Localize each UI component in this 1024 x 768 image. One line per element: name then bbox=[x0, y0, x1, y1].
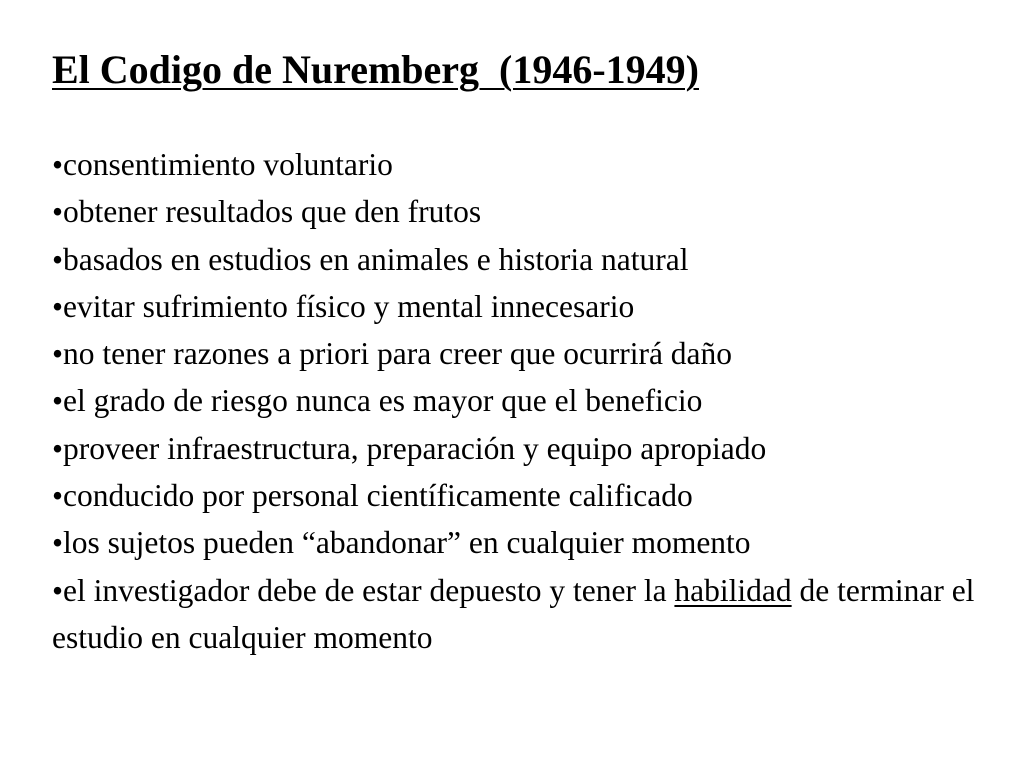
bullet-marker: • bbox=[52, 430, 64, 466]
bullet-text: el grado de riesgo nunca es mayor que el beneficio bbox=[63, 383, 703, 419]
bullet-text: conducido por personal científicamente calificado bbox=[63, 478, 693, 514]
bullet-marker: • bbox=[52, 572, 64, 608]
bullet-item bbox=[52, 377, 1012, 424]
bullet-text: evitar sufrimiento físico y mental innecesario bbox=[63, 288, 635, 324]
bullet-text-before: el investigador debe de estar depuesto y tener la bbox=[63, 572, 675, 608]
bullet-item-last bbox=[52, 567, 1012, 662]
bullet-item bbox=[52, 236, 1012, 283]
bullet-text: consentimiento voluntario bbox=[63, 147, 393, 182]
bullet-item bbox=[52, 141, 1012, 188]
bullet-item bbox=[52, 472, 1012, 519]
bullet-text: basados en estudios en animales e historia natural bbox=[63, 241, 689, 277]
bullet-marker: • bbox=[52, 383, 64, 419]
bullet-marker: • bbox=[52, 525, 64, 561]
bullet-text: obtener resultados que den frutos bbox=[63, 194, 482, 230]
bullet-marker: • bbox=[52, 147, 64, 182]
slide-title: El Codigo de Nuremberg (1946-1949) bbox=[52, 47, 699, 92]
underlined-word: habilidad bbox=[674, 572, 792, 608]
bullet-marker: • bbox=[52, 241, 64, 277]
bullet-item bbox=[52, 188, 1012, 235]
bullet-list bbox=[52, 141, 1012, 661]
bullet-text: los sujetos pueden “abandonar” en cualquier momento bbox=[63, 525, 751, 561]
bullet-marker: • bbox=[52, 288, 64, 324]
bullet-marker: • bbox=[52, 194, 64, 230]
bullet-item bbox=[52, 283, 1012, 330]
bullet-item bbox=[52, 330, 1012, 377]
bullet-text: no tener razones a priori para creer que ocurrirá daño bbox=[63, 336, 733, 372]
bullet-item bbox=[52, 425, 1012, 472]
bullet-marker: • bbox=[52, 478, 64, 514]
bullet-text: proveer infraestructura, preparación y equipo apropiado bbox=[63, 430, 767, 466]
bullet-text-after: de terminar el estudio en cualquier momento bbox=[52, 572, 975, 655]
bullet-marker: • bbox=[52, 336, 64, 372]
bullet-item bbox=[52, 519, 1012, 566]
